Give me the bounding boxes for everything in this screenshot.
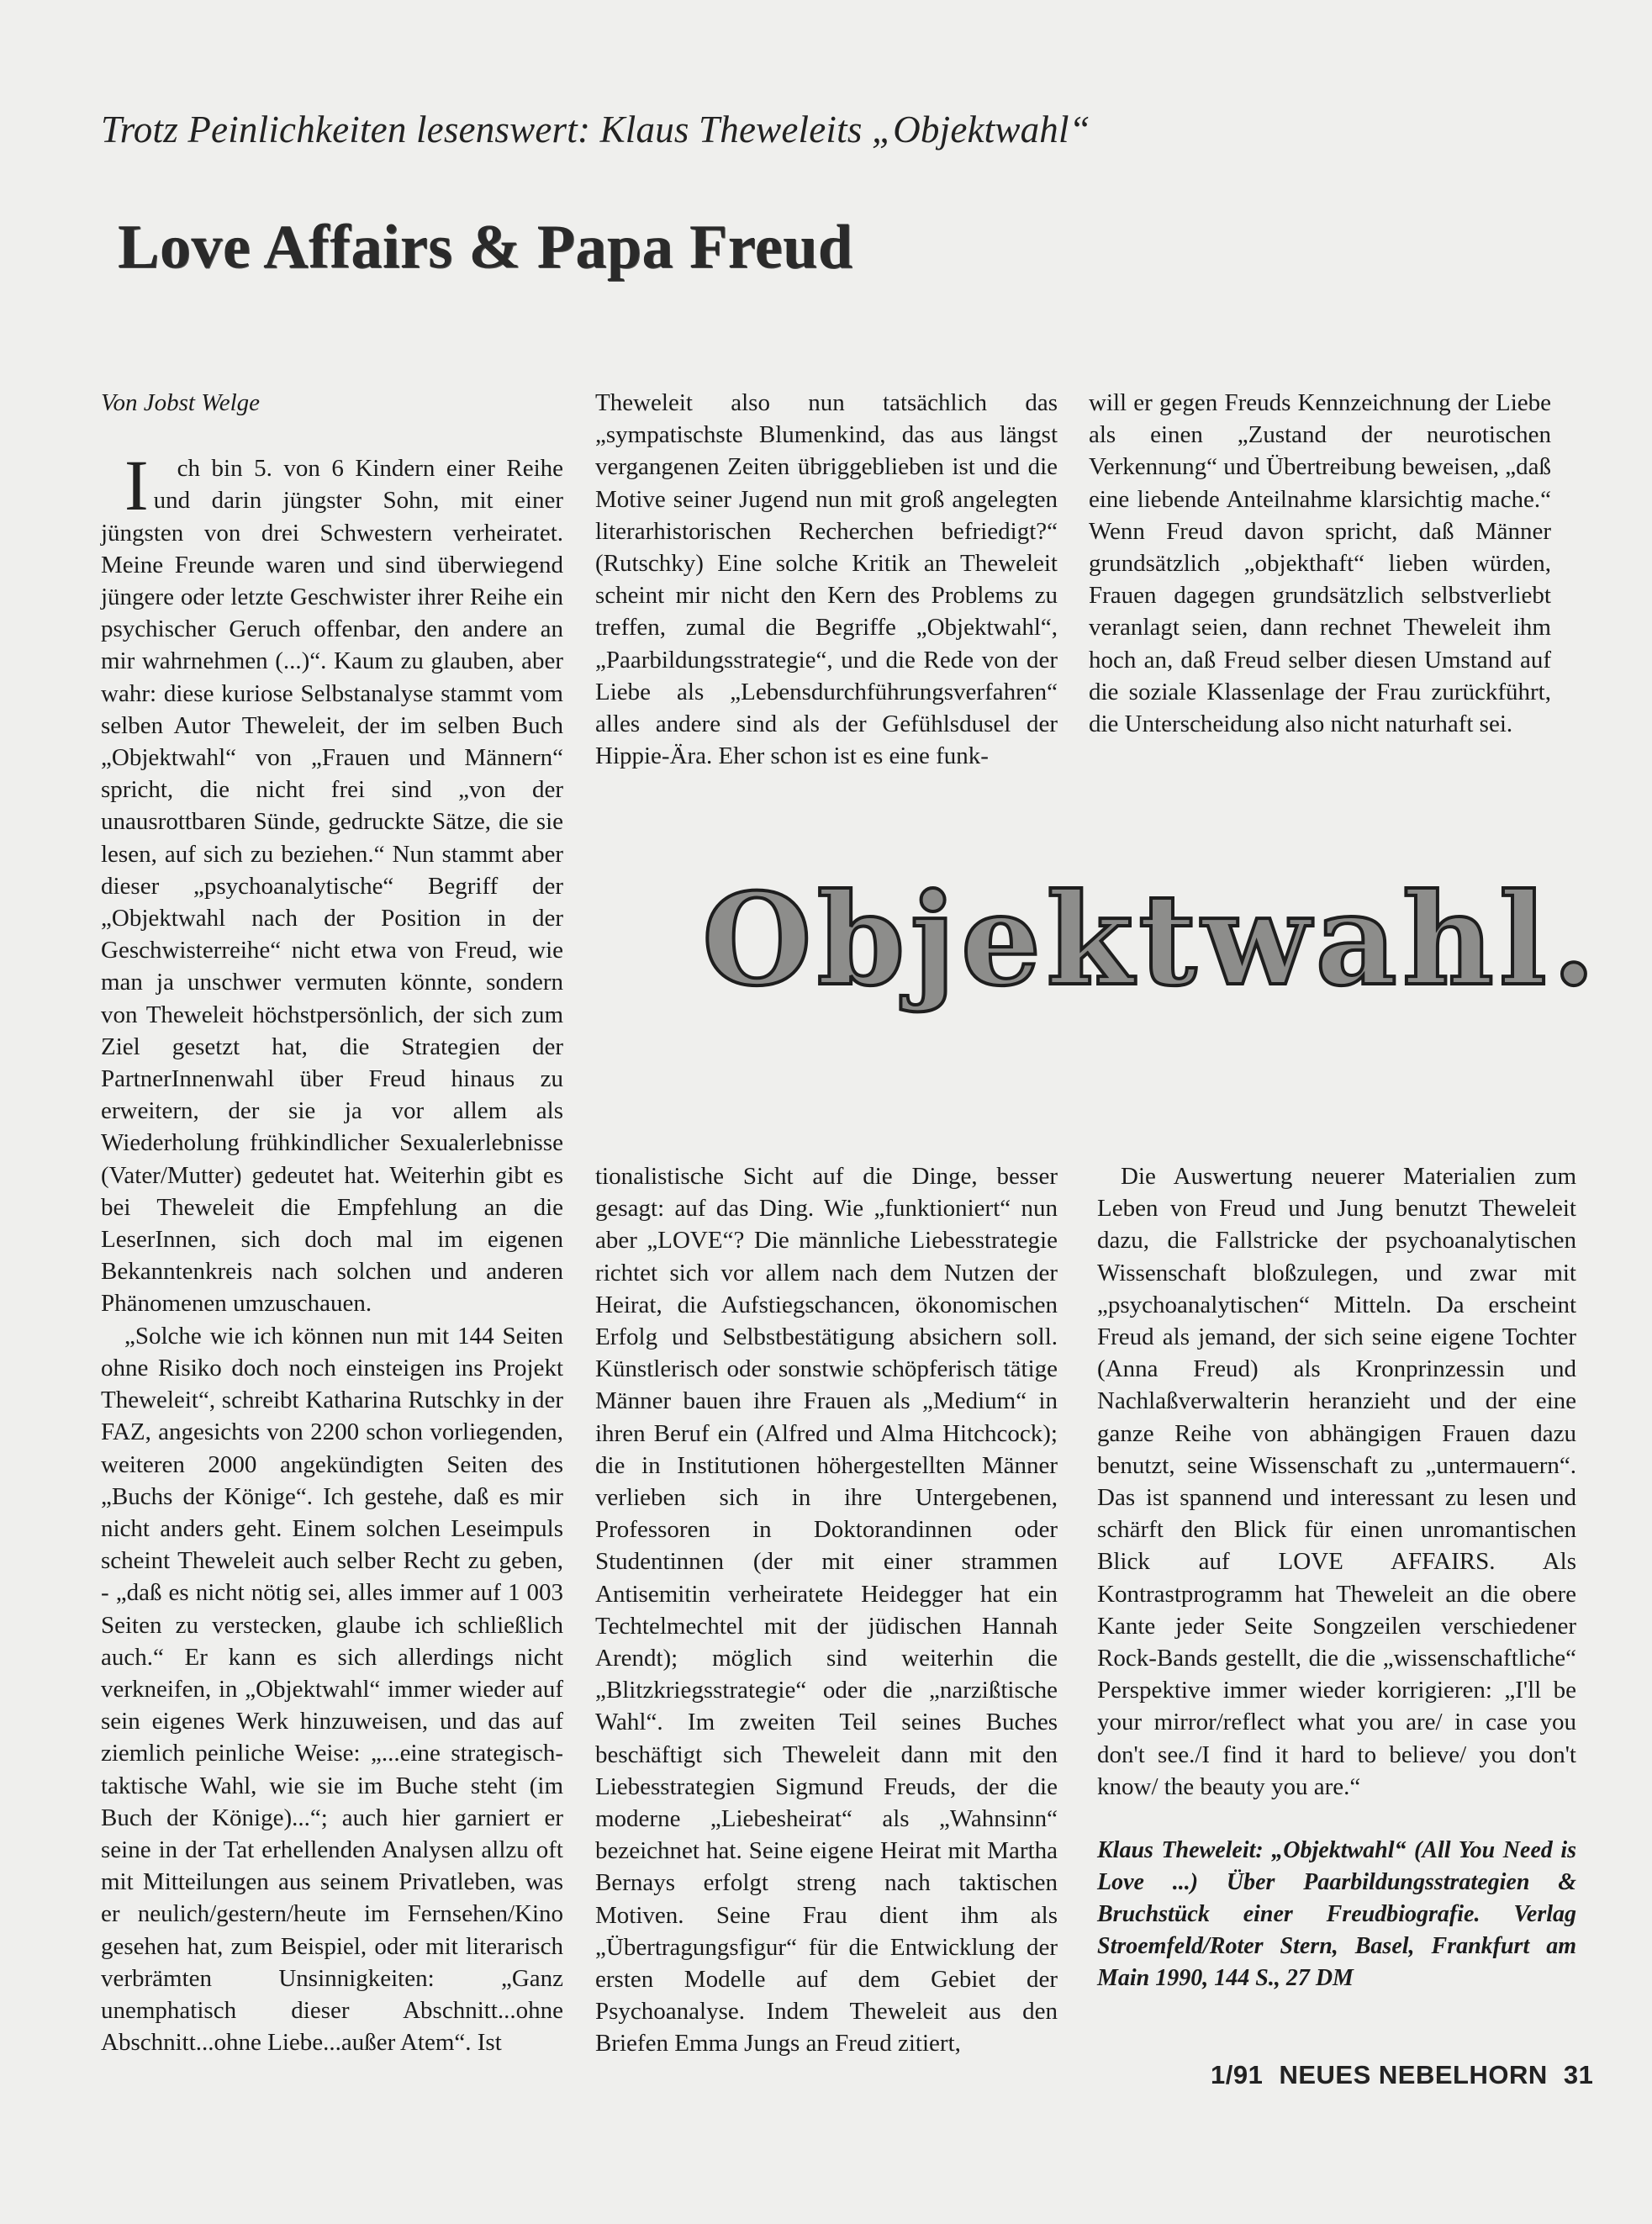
column-2-bottom xyxy=(595,1160,1058,2060)
article-title: Love Affairs & Papa Freud xyxy=(118,213,853,282)
paragraph: „Solche wie ich können nun mit 144 Seiten ohne Risiko doch noch einsteigen ins Projekt Theweleit“, schreibt Katharina Rutschky in der FAZ, angesichts von 2200 schon vorliegenden, weiteren 2000 angekündigten Seiten des „Buchs der Könige“. Ich gestehe, daß es mir nicht anders geht. Einem solchen Leseimpuls scheint Theweleit auch selber Recht zu geben, - „daß es nicht nötig sei, alles immer auf 1 003 Seiten zu verstecken, glaube ich schließlich auch.“ Er kann es sich allerdings nicht verkneifen, in „Objektwahl“ immer wieder auf sein eigenes Werk hinzuweisen, und das auf ziemlich peinliche Weise: „...eine strategisch-taktische Wahl, wie sie im Buche steht (im Buch der Könige)...“; auch hier garniert er seine in der Tat erhellenden Analysen allzu oft mit Mitteilungen aus seinem Privatleben, was er neulich/gestern/heute im Fernsehen/Kino gesehen hat, zum Beispiel, oder mit literarisch verbrämten Unsinnigkeiten: „Ganz unemphatisch dieser Abschnitt...ohne Abschnitt...ohne Liebe...außer Atem“. Ist xyxy=(101,1322,563,2057)
column-2-top xyxy=(595,387,1058,772)
paragraph: tionalistische Sicht auf die Dinge, besser gesagt: auf das Ding. Wie „funktioniert“ nun aber „LOVE“? Die männliche Liebesstrategie richtet sich vor allem nach dem Nutzen der Heirat, die Aufstiegschancen, ökonomischen Erfolg und Selbstbestätigung absichern soll. Künstlerisch oder sonstwie schöpferisch tätige Männer bauen ihre Frauen als „Medium“ in ihren Beruf ein (Alfred und Alma Hitchcock); die in Institutionen höhergestellten Männer verlieben sich in ihre Untergebenen, Professoren in Doktorandinnen oder Studentinnen (der mit einer strammen Antisemitin verheiratete Heidegger hat ein Techtelmechtel mit der jüdischen Hannah Arendt); möglich sind weiterhin die „Blitzkriegsstrategie“ oder die „narzißtische Wahl“. Im zweiten Teil seines Buches beschäftigt sich Theweleit dann mit den Liebesstrategien Sigmund Freuds, der die moderne „Liebesheirat“ als „Wahnsinn“ bezeichnet hat. Seine eigene Heirat mit Martha Bernays erfolgt streng nach taktischen Motiven. Seine Frau dient ihm als „Übertragungsfigur“ für die Entwicklung der ersten Modelle auf dem Gebiet der Psychoanalyse. Indem Theweleit aus den Briefen Emma Jungs an Freud zitiert, xyxy=(595,1163,1058,2058)
column-3-top xyxy=(1089,387,1551,740)
paragraph: Theweleit also nun tatsächlich das „sympatischste Blumenkind, das aus längst vergangenen Zeiten übriggeblieben ist und die Motive seiner Jugend nun mit groß angelegten literarhistorischen Recherchen befriedigt?“ (Rutschky) Eine solche Kritik an Theweleit scheint mir nicht den Kern des Problems zu treffen, zumal die Begriffe „Objektwahl“, „Paarbildungsstrategie“, und die Rede von der Liebe als „Lebensdurchführungsverfahren“ alles andere sind als der Gefühlsdusel der Hippie-Ära. Eher schon ist es eine funk- xyxy=(595,389,1058,770)
page-number: 31 xyxy=(1563,2060,1594,2089)
objektwahl-logo: Objektwahl. xyxy=(702,866,1602,1014)
paragraph xyxy=(101,445,563,1319)
paragraph: will er gegen Freuds Kennzeichnung der Liebe als einen „Zustand der neurotischen Verkennung“ und Übertreibung beweisen, „daß eine liebende Anteilnahme klarsichtig mache.“ Wenn Freud davon spricht, daß Männer grundsätzlich „objekthaft“ lieben würden, Frauen dagegen grundsätzlich selbstverliebt veranlagt seien, dann rechnet Theweleit ihm hoch an, daß Freud selber diesen Umstand auf die soziale Klassenlage der Frau zurückführt, die Unterscheidung also nicht naturhaft sei. xyxy=(1089,389,1552,738)
page-footer xyxy=(1211,2060,1593,2090)
article-kicker: Trotz Peinlichkeiten lesenswert: Klaus Theweleits „Objektwahl“ xyxy=(101,108,1090,151)
paragraph: Die Auswertung neuerer Materialien zum Leben von Freud und Jung benutzt Theweleit dazu, die Fallstricke der psychoanalytischen Wissenschaft bloßzulegen, und zwar mit „psychoanalytischen“ Mitteln. Da erscheint Freud als jemand, der sich seine eigene Tochter (Anna Freud) als Kronprinzessin und Nachlaßverwalterin heranzieht und der eine ganze Reihe von abhängigen Frauen dazu benutzt, seine Wissenschaft zu „untermauern“. Das ist spannend und interessant zu lesen und schärft den Blick für einen unromantischen Blick auf LOVE AFFAIRS. Als Kontrastprogramm hat Theweleit an die obere Kante jeder Seite Songzeilen verschiedener Rock-Bands gestellt, die die „wissenschaftliche“ Perspektive immer wieder korrigieren: „I'll be your mirror/reflect what you are/ in case you don't see./I find it hard to believe/ you don't know/ the beauty you are.“ xyxy=(1097,1163,1576,1800)
book-reference: Klaus Theweleit: „Objektwahl“ (All You Need is Love ...) Über Paarbildungsstrategien & Bruchstück einer Freudbiografie. Verlag Stroemfeld/Roter Stern, Basel, Frankfurt am Main 1990, 144 S., 27 DM xyxy=(1097,1837,1576,1992)
magazine-name: NEUES NEBELHORN xyxy=(1279,2060,1548,2089)
drop-cap: I xyxy=(124,445,149,526)
paragraph-text: ch bin 5. von 6 Kindern einer Reihe und darin jüngster Sohn, mit einer jüngsten von drei Schwestern verheiratet. Meine Freunde waren und sind überwiegend jüngere oder letzte Geschwister ihrer Reihe ein psychischer Geruch offenbar, den andere an mir wahrnehmen (...)“. Kaum zu glauben, aber wahr: diese kuriose Selbstanalyse stammt vom selben Autor Theweleit, der im selben Buch „Objektwahl“ von „Frauen und Männern“ spricht, die nicht frei sind „von der unausrottbaren Sünde, gedruckte Sätze, die sie lesen, auf sich zu beziehen.“ Nun stammt aber dieser „psychoanalytische“ Begriff der „Objektwahl nach der Position in der Geschwisterreihe“ nicht etwa von Freud, wie man ja unschwer vermuten könnte, sondern von Theweleit höchstpersönlich, der sich zum Ziel gesetzt hat, die Strategien der PartnerInnenwahl über Freud hinaus zu erweitern, der sie ja vor allem als Wiederholung frühkindlicher Sexualerlebnisse (Vater/Mutter) gedeutet hat. Weiterhin gibt es bei Theweleit die Empfehlung an die LeserInnen, sich doch mal im eigenen Bekanntenkreis nach solchen und anderen Phänomenen umzuschauen. xyxy=(101,455,563,1318)
byline: Von Jobst Welge xyxy=(101,389,261,416)
issue-number: 1/91 xyxy=(1211,2060,1264,2089)
column-1 xyxy=(101,387,563,2058)
column-3-bottom xyxy=(1097,1160,1576,1994)
